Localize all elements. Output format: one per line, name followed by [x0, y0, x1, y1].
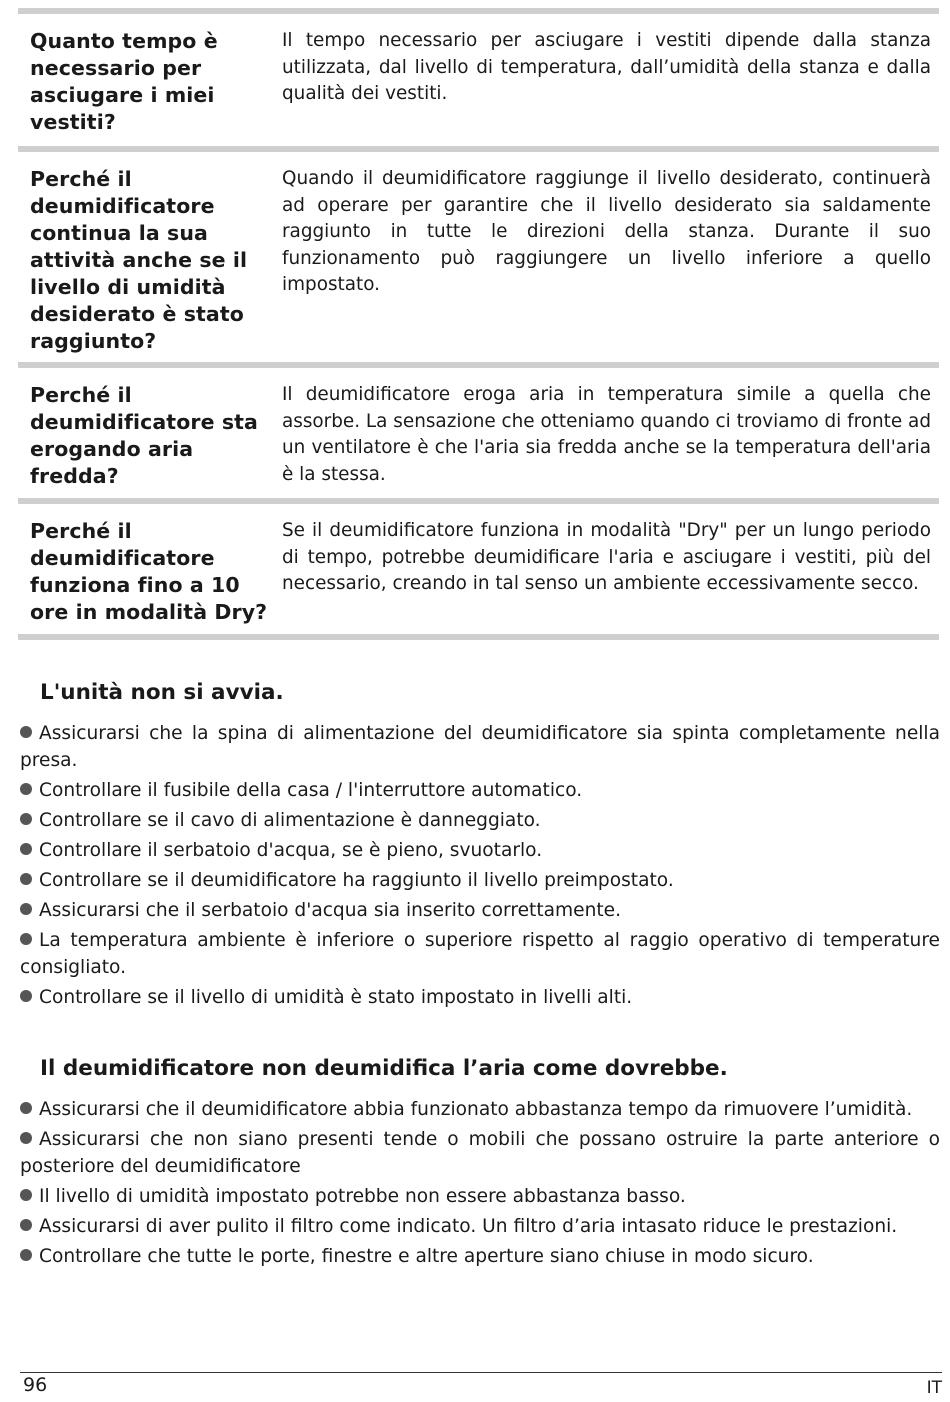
bullet-icon — [20, 843, 32, 855]
faq-answer: Quando il deumidificatore raggiunge il livello desiderato, continuerà ad operare per garantire che il livello desiderato sia saldamente raggiunto in tutte le direzioni della stanza. Durante il suo funzionamento può raggiungere un livello inferiore a quello impostato. — [282, 168, 931, 295]
list-item: Assicurarsi di aver pulito il filtro come indicato. Un filtro d’aria intasato riduce le prestazioni. — [20, 1213, 940, 1240]
list-item: Controllare che tutte le porte, finestre e altre aperture siano chiuse in modo sicuro. — [20, 1243, 940, 1270]
list-item: Il livello di umidità impostato potrebbe non essere abbastanza basso. — [20, 1183, 940, 1210]
list-item: Assicurarsi che il serbatoio d'acqua sia inserito correttamente. — [20, 897, 940, 924]
bullet-icon — [20, 903, 32, 915]
list-item: Assicurarsi che il deumidificatore abbia funzionato abbastanza tempo da rimuovere l’umidità. — [20, 1096, 940, 1123]
bullet-icon — [20, 1132, 32, 1144]
list-item: Assicurarsi che la spina di alimentazione del deumidificatore sia spinta completamente nella presa. — [20, 723, 940, 771]
list-item: Controllare se il livello di umidità è stato impostato in livelli alti. — [20, 984, 940, 1011]
faq-question: Perché il deumidificatore funziona fino a 10 ore in modalità Dry? — [30, 519, 268, 624]
list-item: Controllare se il cavo di alimentazione è danneggiato. — [20, 807, 940, 834]
bullet-icon — [20, 813, 32, 825]
faq-answer: Il tempo necessario per asciugare i vestiti dipende dalla stanza utilizzata, dal livello di temperatura, dall’umidità della stanza e dalla qualità dei vestiti. — [282, 30, 931, 104]
faq-question: Perché il deumidificatore sta erogando aria fredda? — [30, 383, 258, 488]
bullet-icon — [20, 990, 32, 1002]
faq-row — [18, 8, 939, 146]
list-item: La temperatura ambiente è inferiore o superiore rispetto al raggio operativo di temperature consigliato. — [20, 930, 940, 978]
list-item: Controllare il fusibile della casa / l'interruttore automatico. — [20, 777, 940, 804]
faq-row — [18, 146, 939, 362]
troubleshoot-list — [20, 720, 940, 1014]
list-item: Controllare se il deumidificatore ha raggiunto il livello preimpostato. — [20, 867, 940, 894]
faq-question: Quanto tempo è necessario per asciugare i miei vestiti? — [30, 29, 218, 134]
section-title: Il deumidificatore non deumidifica l’aria come dovrebbe. — [40, 1056, 728, 1081]
list-item: Assicurarsi che non siano presenti tende o mobili che possano ostruire la parte anteriore o posteriore del deumidificatore — [20, 1129, 940, 1177]
bullet-icon — [20, 1219, 32, 1231]
faq-answer: Il deumidificatore eroga aria in temperatura simile a quella che assorbe. La sensazione che otteniamo quando ci troviamo di fronte ad un ventilatore è che l'aria sia fredda anche se la temperatura dell'aria è la stessa. — [282, 384, 931, 485]
faq-row — [18, 498, 939, 640]
bullet-icon — [20, 873, 32, 885]
bullet-icon — [20, 1102, 32, 1114]
bullet-icon — [20, 1189, 32, 1201]
section-title: L'unità non si avvia. — [40, 680, 284, 705]
page-number: 96 — [23, 1374, 48, 1396]
faq-answer: Se il deumidificatore funziona in modalità "Dry" per un lungo periodo di tempo, potrebbe deumidificare l'aria e asciugare i vestiti, più del necessario, creando in tal senso un ambiente eccessivamente secco. — [282, 520, 931, 594]
bullet-icon — [20, 726, 32, 738]
faq-question: Perché il deumidificatore continua la sua attività anche se il livello di umidità desiderato è stato raggiunto? — [30, 167, 248, 353]
bullet-icon — [20, 1249, 32, 1261]
troubleshoot-list — [20, 1096, 940, 1273]
bullet-icon — [20, 783, 32, 795]
list-item: Controllare il serbatoio d'acqua, se è pieno, svuotarlo. — [20, 837, 940, 864]
faq-table — [18, 8, 939, 640]
faq-row — [18, 362, 939, 498]
footer-divider — [20, 1372, 942, 1373]
language-code: IT — [926, 1378, 942, 1398]
bullet-icon — [20, 933, 32, 945]
